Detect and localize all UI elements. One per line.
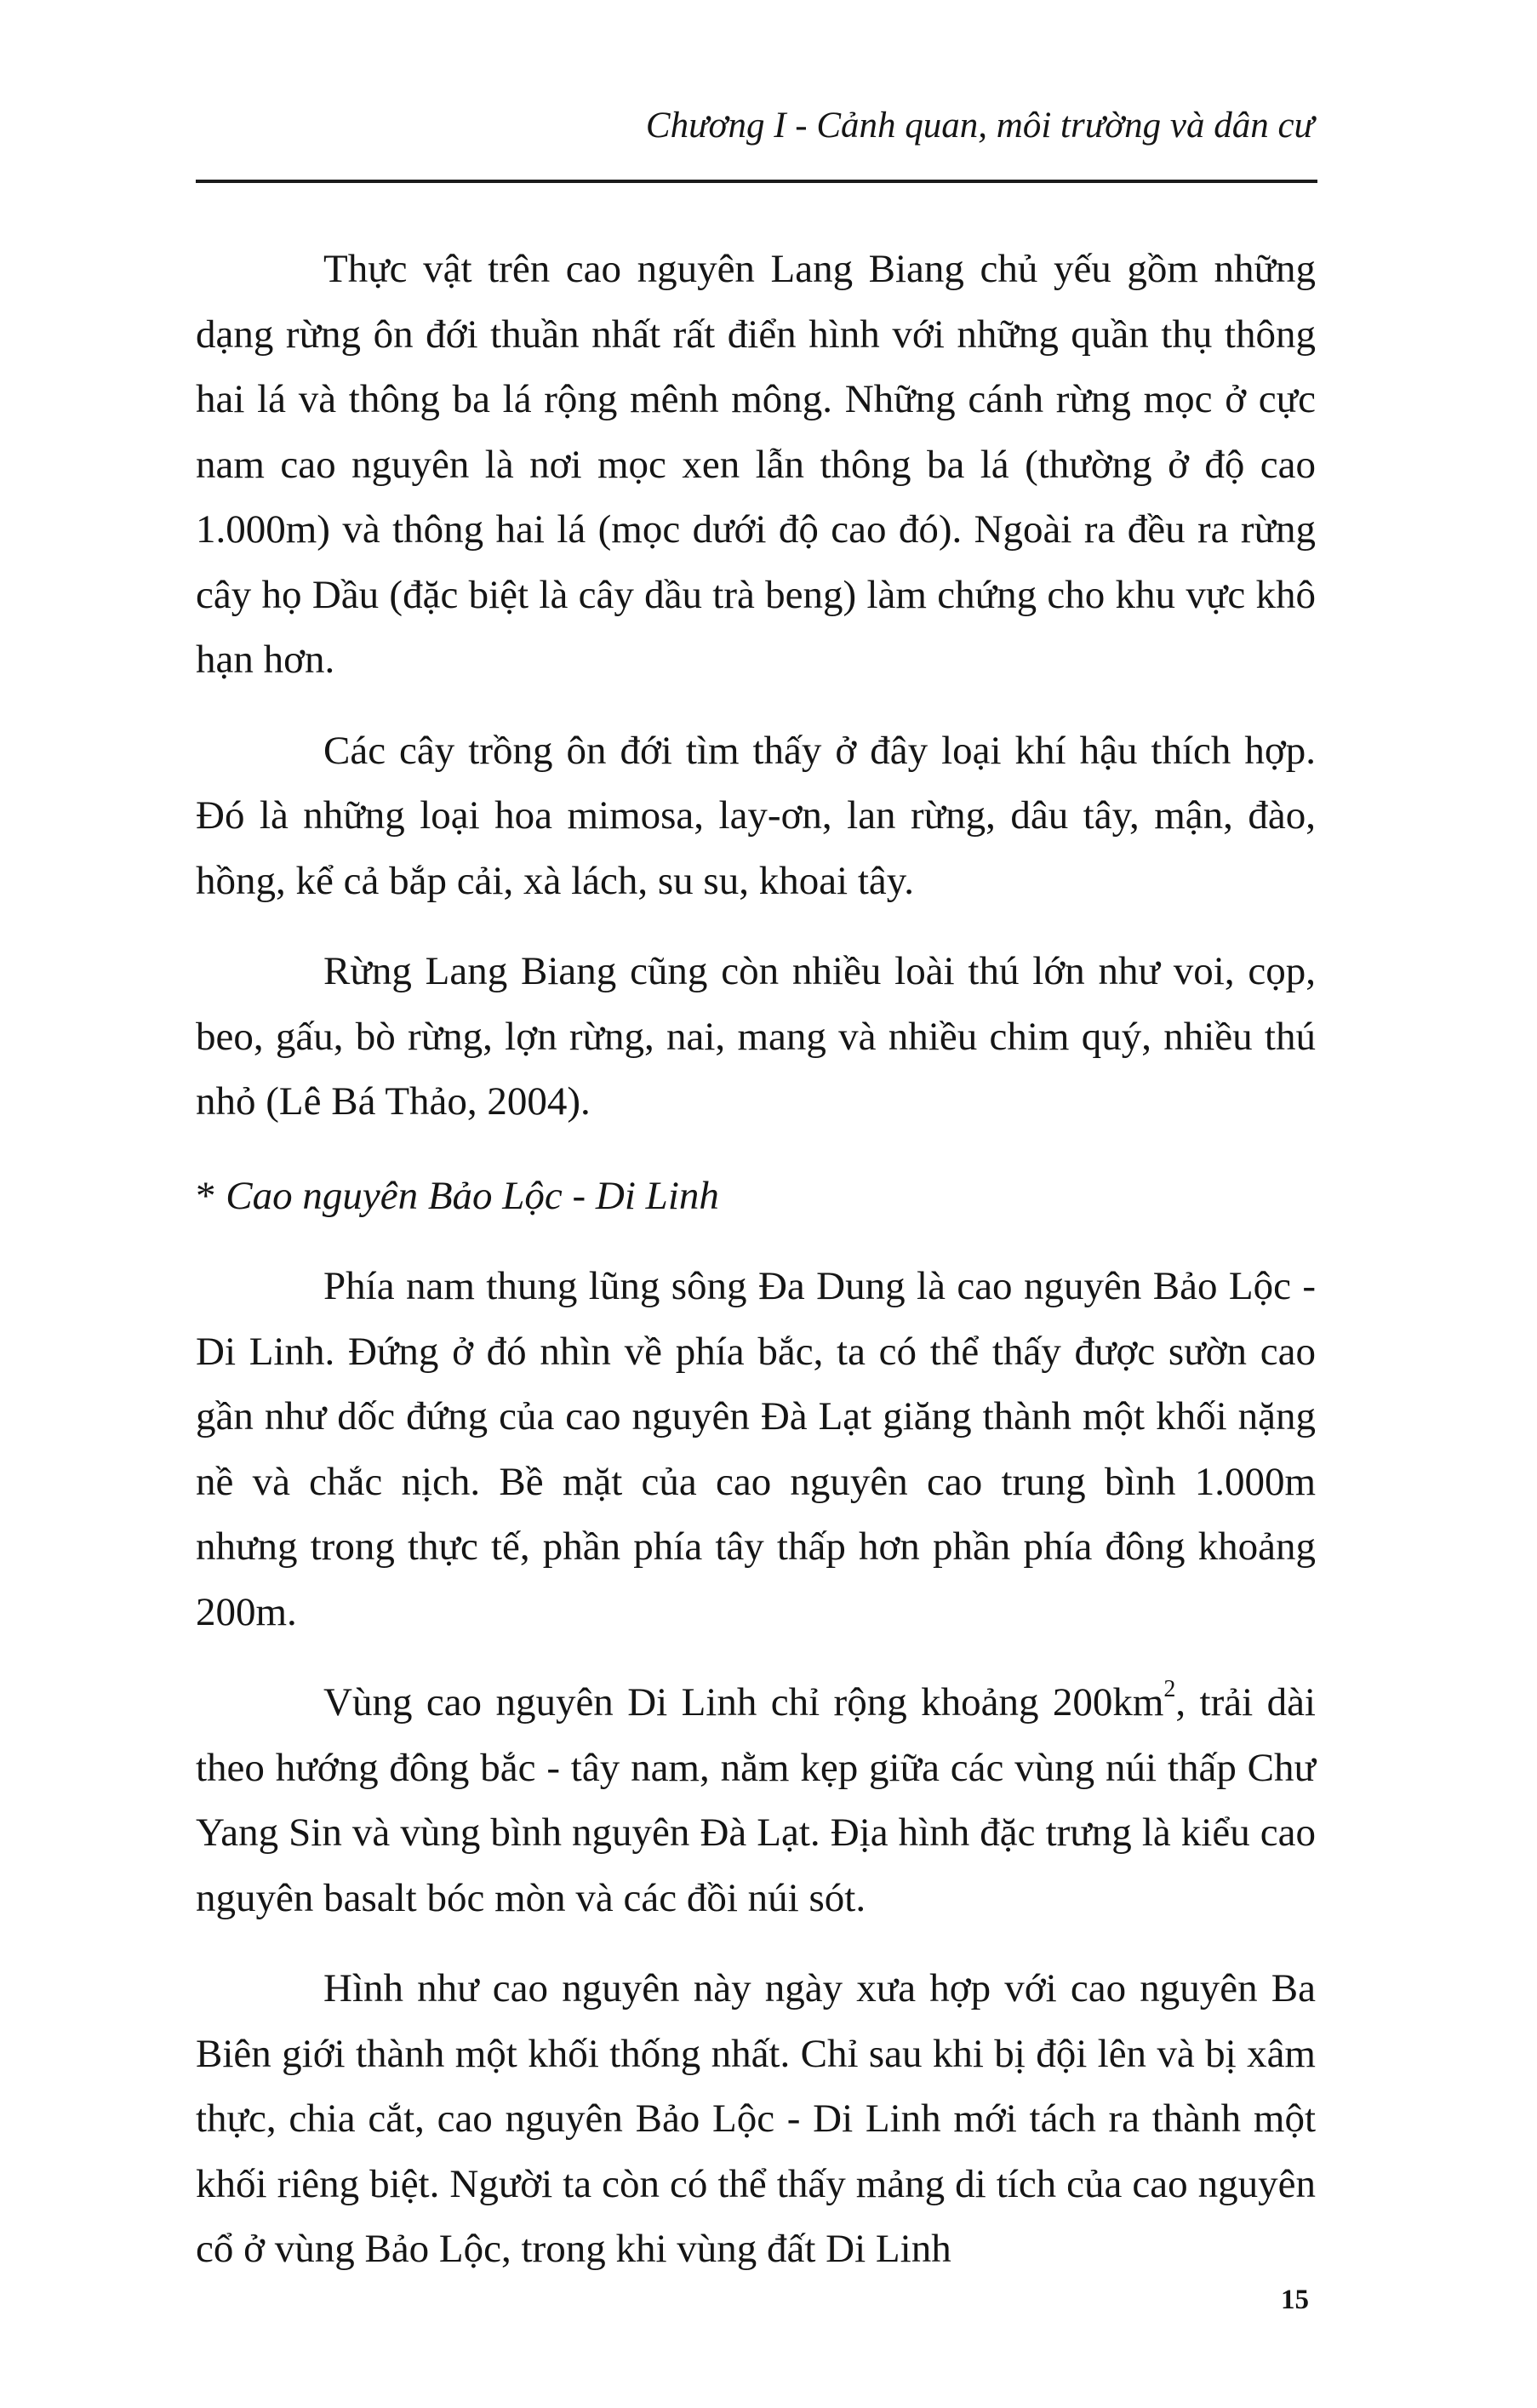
section-subheading xyxy=(196,1164,1316,1229)
paragraph-di-linh-plateau xyxy=(196,1670,1316,1930)
di-linh-text-end: , trải dài theo hướng đông bắc - tây nam, nằm kẹp giữa các vùng núi thấp Chư Yang Sin và vùng bình nguyên Đà Lạt. Địa hình đặc trưng là kiểu cao nguyên basalt bóc mòn và các đồi núi sót. xyxy=(196,1680,1316,1920)
paragraph-fauna: Rừng Lang Biang cũng còn nhiều loài thú lớn như voi, cọp, beo, gấu, bò rừng, lợn rừng, nai, mang và nhiều chim quý, nhiều thú nhỏ (Lê Bá Thảo, 2004). xyxy=(196,949,1316,1124)
paragraph-flora: Thực vật trên cao nguyên Lang Biang chủ yếu gồm những dạng rừng ôn đới thuần nhất rất điển hình với những quần thụ thông hai lá và thông ba lá rộng mênh mông. Những cánh rừng mọc ở cực nam cao nguyên là nơi mọc xen lẫn thông ba lá (thường ở độ cao 1.000m) và thông hai lá (mọc dưới độ cao đó). Ngoài ra đều ra rừng cây họ Dầu (đặc biệt là cây dầu trà beng) làm chứng cho khu vực khô hạn hơn. xyxy=(196,247,1316,682)
page-body xyxy=(196,237,1316,2282)
paragraph-temperate-crops: Các cây trồng ôn đới tìm thấy ở đây loại khí hậu thích hợp. Đó là những loại hoa mimosa, lay-ơn, lan rừng, dâu tây, mận, đào, hồng, kể cả bắp cải, xà lách, su su, khoai tây. xyxy=(196,728,1316,903)
paragraph-bao-loc-plateau: Phía nam thung lũng sông Đa Dung là cao nguyên Bảo Lộc - Di Linh. Đứng ở đó nhìn về phía bắc, ta có thể thấy được sườn cao gần như dốc đứng của cao nguyên Đà Lạt giăng thành một khối nặng nề và chắc nịch. Bề mặt của cao nguyên cao trung bình 1.000m nhưng trong thực tế, phần phía tây thấp hơn phần phía đông khoảng 200m. xyxy=(196,1264,1316,1634)
di-linh-text-start: Vùng cao nguyên Di Linh chỉ rộng khoảng 200km xyxy=(323,1680,1164,1724)
superscript-exponent: 2 xyxy=(1163,1676,1176,1702)
header-divider xyxy=(196,180,1317,183)
page-number: 15 xyxy=(1281,2285,1309,2315)
subheading-title: Cao nguyên Bảo Lộc - Di Linh xyxy=(226,1173,719,1218)
subheading-bullet: * xyxy=(196,1173,216,1218)
paragraph-geological-history: Hình như cao nguyên này ngày xưa hợp với cao nguyên Ba Biên giới thành một khối thống nhất. Chỉ sau khi bị đội lên và bị xâm thực, chia cắt, cao nguyên Bảo Lộc - Di Linh mới tách ra thành một khối riêng biệt. Người ta còn có thể thấy mảng di tích của cao nguyên cổ ở vùng Bảo Lộc, trong khi vùng đất Di Linh xyxy=(196,1966,1316,2271)
running-header: Chương I - Cảnh quan, môi trường và dân cư xyxy=(645,106,1314,146)
